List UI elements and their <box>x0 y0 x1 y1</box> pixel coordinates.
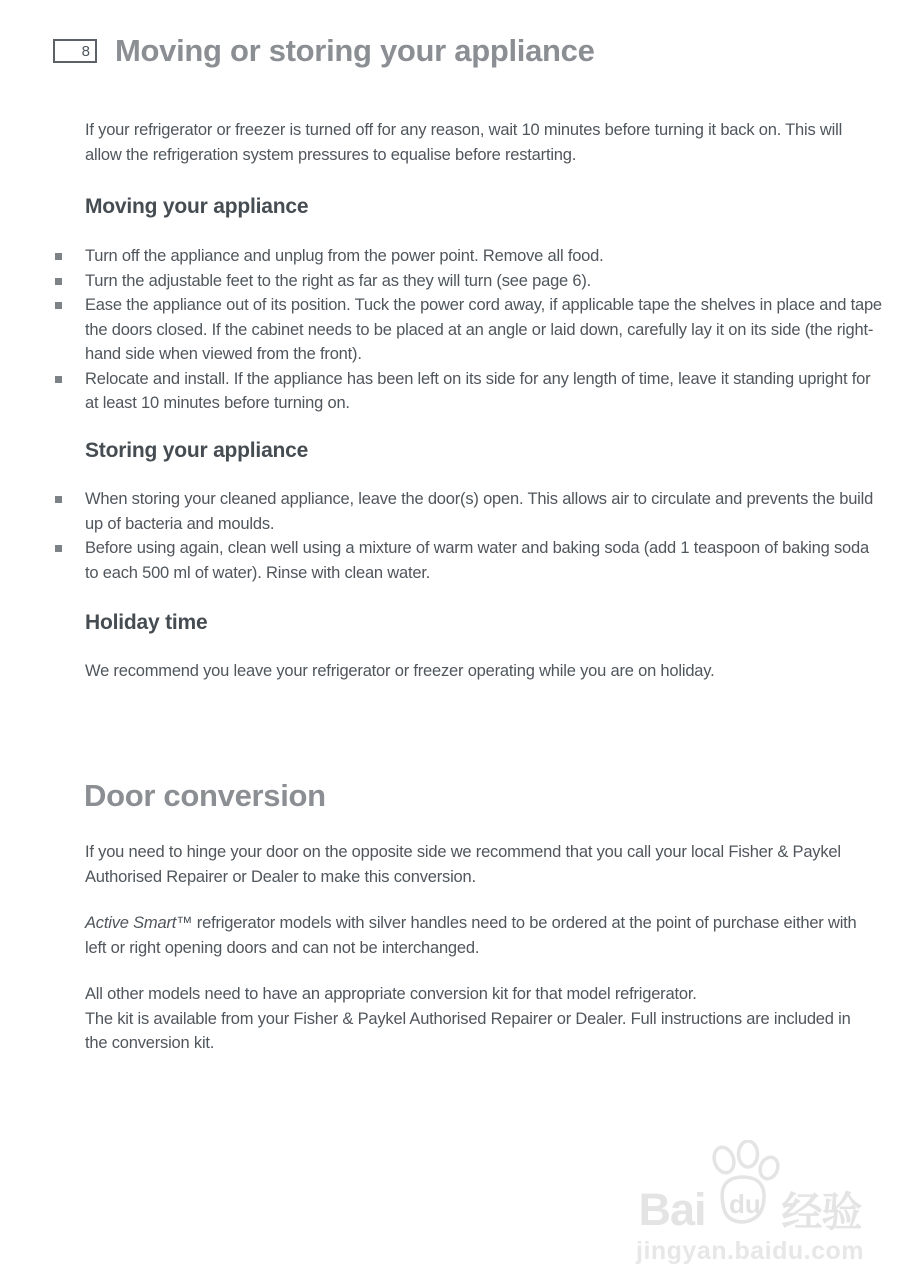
page-header <box>53 34 595 68</box>
moving-heading: Moving your appliance <box>85 195 309 218</box>
bullet-text: Relocate and install. If the appliance has been left on its side for any length of time, leave it standing upright for at least 10 minutes before turning on. <box>85 369 871 412</box>
bullet-text: Turn the adjustable feet to the right as far as they will turn (see page 6). <box>85 271 592 290</box>
door-paragraph-3-line2: The kit is available from your Fisher & Paykel Authorised Repairer or Dealer. Full instructions are included in the conversion kit. <box>85 1009 851 1052</box>
moving-bullet-list <box>55 244 885 416</box>
door-paragraph-1: If you need to hinge your door on the opposite side we recommend that you call your local Fisher & Paykel Authorised Repairer or Dealer to make this conversion. <box>85 843 841 886</box>
page-number: 8 <box>81 42 90 60</box>
list-item <box>55 367 885 416</box>
bullet-square-icon <box>55 278 62 285</box>
door-paragraph-2 <box>85 911 875 960</box>
baidu-paw-icon <box>703 1140 783 1232</box>
bullet-square-icon <box>55 253 62 260</box>
door-paragraph-3-line1: All other models need to have an appropriate conversion kit for that model refrigerator. <box>85 985 697 1003</box>
watermark-url: jingyan.baidu.com <box>636 1237 864 1265</box>
list-item <box>55 293 885 367</box>
storing-heading: Storing your appliance <box>85 439 309 462</box>
door-paragraph-3 <box>85 982 875 1056</box>
active-smart-trademark: Active Smart™ <box>85 914 193 932</box>
baidu-watermark <box>630 1140 870 1266</box>
holiday-paragraph: We recommend you leave your refrigerator or freezer operating while you are on holiday. <box>85 662 715 680</box>
baidu-watermark-logo <box>630 1140 870 1236</box>
intro-paragraph: If your refrigerator or freezer is turned off for any reason, wait 10 minutes before turning it back on. This will allow the refrigeration system pressures to equalise before restarting. <box>85 121 843 164</box>
watermark-bai-text: Bai <box>638 1184 706 1236</box>
holiday-heading: Holiday time <box>85 611 208 634</box>
list-item <box>55 487 885 536</box>
bullet-text: Before using again, clean well using a mixture of warm water and baking soda (add 1 teaspoon of baking soda to each 500 ml of water). Rinse with clean water. <box>85 539 869 582</box>
storing-bullet-list <box>55 487 885 585</box>
bullet-square-icon <box>55 376 62 383</box>
page-title: Moving or storing your appliance <box>115 33 595 68</box>
bullet-text: Turn off the appliance and unplug from the power point. Remove all food. <box>85 247 604 265</box>
door-paragraph-2-rest: refrigerator models with silver handles need to be ordered at the point of purchase either with left or right opening doors and can not be interchanged. <box>85 914 857 957</box>
door-conversion-heading: Door conversion <box>84 778 326 813</box>
bullet-square-icon <box>55 545 62 552</box>
list-item <box>55 269 885 294</box>
bullet-text: When storing your cleaned appliance, leave the door(s) open. This allows air to circulate and prevents the build up of bacteria and moulds. <box>85 490 874 533</box>
watermark-du-text: du <box>728 1189 761 1219</box>
bullet-text: Ease the appliance out of its position. Tuck the power cord away, if applicable tape the shelves in place and tape the doors closed. If the cabinet needs to be placed at an angle or laid down, carefully lay it on its side (the right-hand side when viewed from the front). <box>85 296 882 363</box>
watermark-jingyan-text: 经验 <box>781 1189 862 1236</box>
bullet-square-icon <box>55 302 62 309</box>
list-item <box>55 244 885 269</box>
list-item <box>55 536 885 585</box>
page-number-box <box>53 39 97 63</box>
bullet-square-icon <box>55 496 62 503</box>
